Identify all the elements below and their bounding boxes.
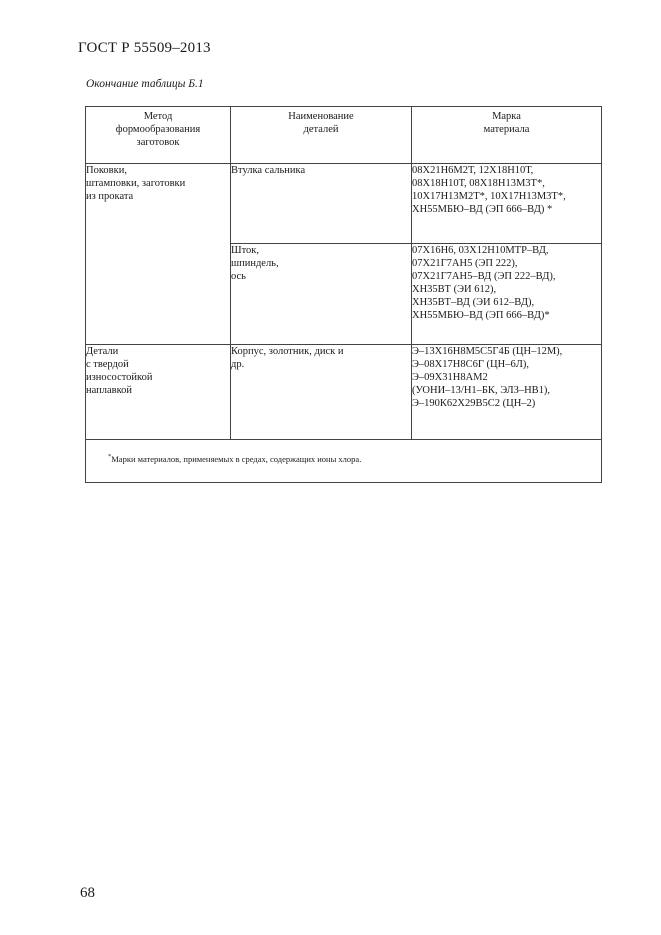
part-cell: Шток, шпиндель, ось <box>231 244 412 345</box>
footnote-mark: * <box>108 453 112 460</box>
part-cell: Втулка сальника <box>231 164 412 244</box>
table-footnote-row <box>86 440 602 483</box>
material-cell: 07Х16Н6, 03Х12Н10МТР–ВД, 07Х21Г7АН5 (ЭП 222), 07Х21Г7АН5–ВД (ЭП 222–ВД), ХН35ВТ (ЭИ 612), ХН35ВТ–ВД (ЭИ 612–ВД), ХН55МБЮ–ВД (ЭП 666–ВД)* <box>412 244 602 345</box>
table-header-row <box>86 107 602 164</box>
material-cell: 08Х21Н6М2Т, 12Х18Н10Т, 08Х18Н10Т, 08Х18Н13М3Т*, 10Х17Н13М2Т*, 10Х17Н13М3Т*, ХН55МБЮ–ВД (ЭП 666–ВД) * <box>412 164 602 244</box>
document-header: ГОСТ Р 55509–2013 <box>78 40 211 56</box>
part-cell: Корпус, золотник, диск и др. <box>231 345 412 440</box>
table-row <box>86 345 602 440</box>
table-caption: Окончание таблицы Б.1 <box>86 78 204 90</box>
materials-table <box>85 106 602 483</box>
table-row <box>86 164 602 244</box>
page-number: 68 <box>80 885 95 901</box>
footnote-text: Марки материалов, применяемых в средах, содержащих ионы хлора. <box>111 454 362 464</box>
footnote-cell <box>86 440 602 483</box>
column-header-method: Метод формообразования заготовок <box>86 107 231 164</box>
method-cell: Детали с твердой износостойкой наплавкой <box>86 345 231 440</box>
column-header-part: Наименование деталей <box>231 107 412 164</box>
column-header-material: Марка материала <box>412 107 602 164</box>
method-cell: Поковки, штамповки, заготовки из проката <box>86 164 231 345</box>
material-cell: Э–13Х16Н8М5С5Г4Б (ЦН–12М), Э–08Х17Н8С6Г (ЦН–6Л), Э–09Х31Н8АМ2 (УОНИ–13/Н1–БК, ЭЛЗ–НВ1), Э–190К62Х29В5С2 (ЦН–2) <box>412 345 602 440</box>
